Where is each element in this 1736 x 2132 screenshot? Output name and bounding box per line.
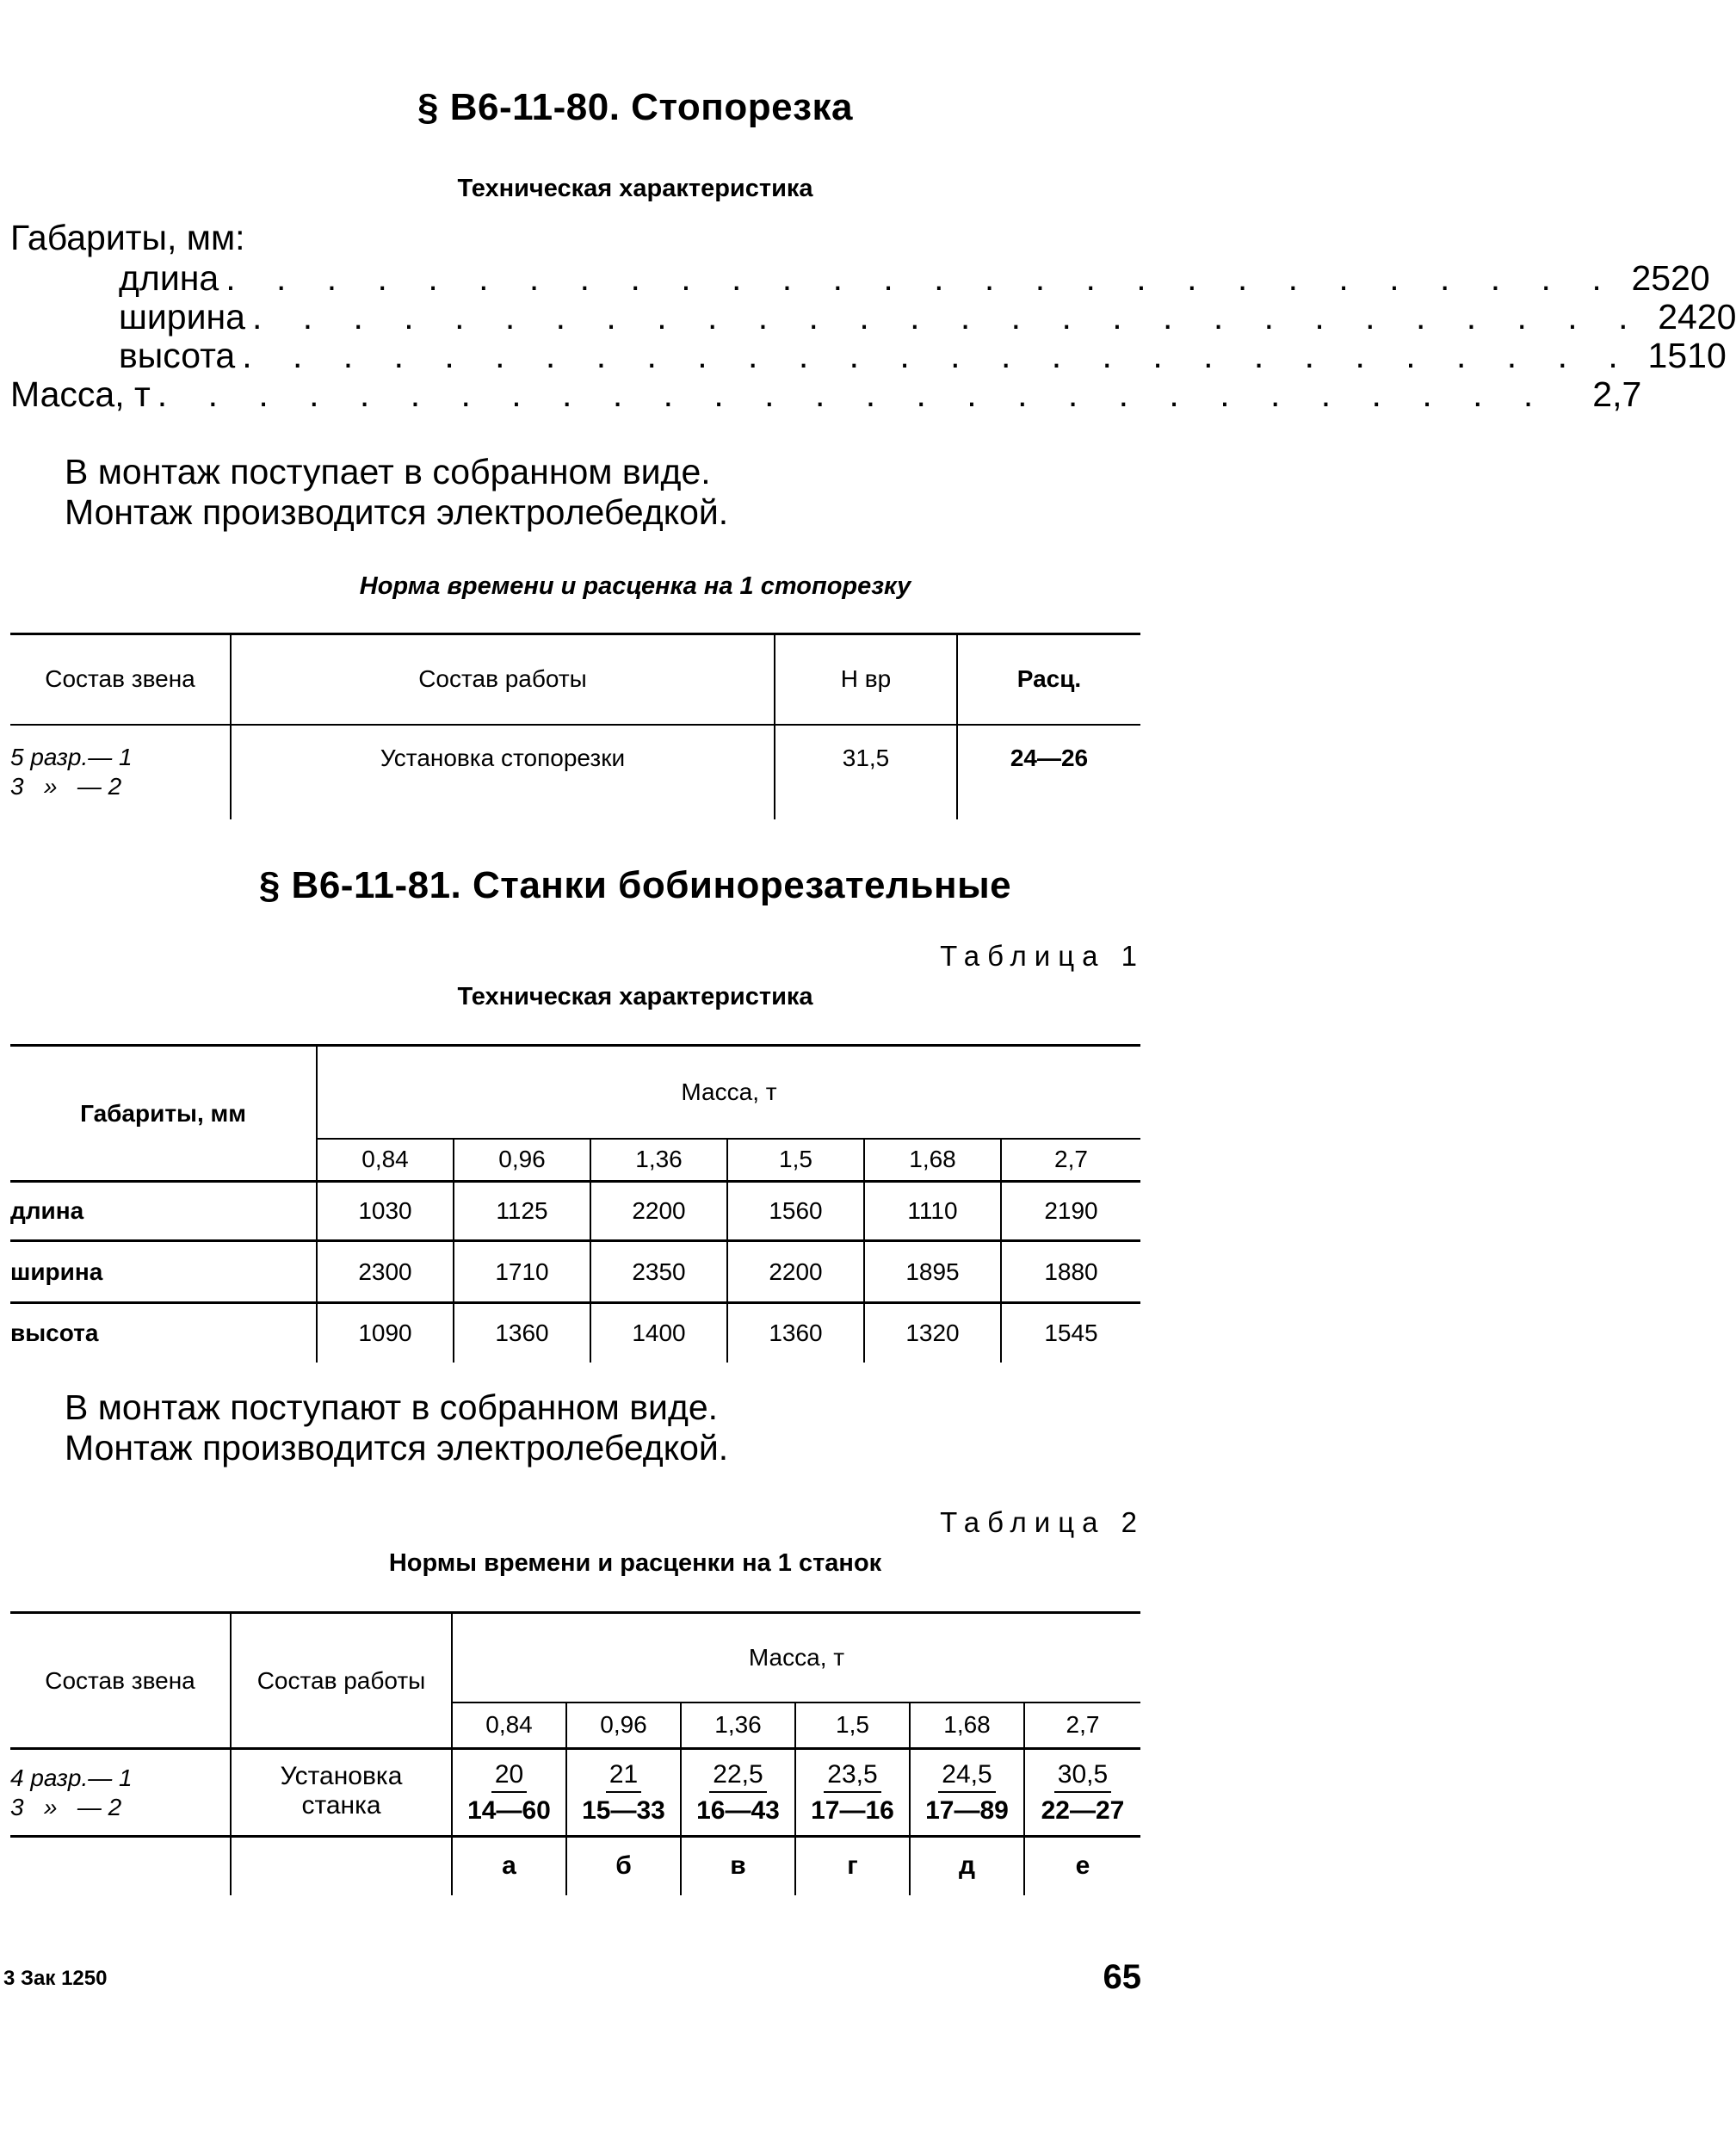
- leader-dots: . . . . . . . . . . . . . . . . . . . . . . . . . . . .: [157, 374, 1549, 414]
- section1-note-1: В монтаж поступает в собранном виде.: [65, 452, 711, 491]
- mass-cell: 0,96: [566, 1703, 681, 1749]
- header-dims: Габариты, мм: [10, 1046, 317, 1182]
- leader-dots: . . . . . . . . . . . . . . . . . . . . . . . . . . . .: [225, 258, 1617, 298]
- rate-value: 16—43: [696, 1795, 780, 1825]
- mass-cell: 1,68: [910, 1703, 1024, 1749]
- mass-cell: 1,5: [795, 1703, 910, 1749]
- spec-value: 2520: [1631, 258, 1710, 298]
- mass-cell: 2,7: [1066, 1711, 1100, 1739]
- rate-value: 17—89: [925, 1795, 1009, 1825]
- table-cell: 1030: [317, 1182, 454, 1241]
- table-cell: 2200: [590, 1182, 727, 1241]
- table-cell: 1710: [454, 1241, 590, 1303]
- row-label: ширина: [10, 1241, 317, 1303]
- table-cell: 1895: [864, 1241, 1001, 1303]
- dims-label: Габариты, мм:: [10, 218, 245, 257]
- header-work: Состав работы: [231, 634, 775, 725]
- spec-row-height: [119, 336, 1727, 375]
- row-label: высота: [10, 1303, 317, 1363]
- table-cell: 1545: [1044, 1319, 1098, 1346]
- section2-note-2: Монтаж производится электролебедкой.: [65, 1428, 729, 1468]
- work-line: Установка: [280, 1762, 403, 1790]
- header-mass: Масса, т: [317, 1046, 1140, 1139]
- section2-note-1: В монтаж поступают в собранном виде.: [65, 1387, 719, 1427]
- mass-label: Масса, т: [10, 374, 151, 414]
- rate-value: 15—33: [582, 1795, 665, 1825]
- table-cell: 1110: [864, 1182, 1001, 1241]
- empty-cell: [231, 1837, 452, 1895]
- section1-tech-heading: Техническая характеристика: [457, 175, 813, 202]
- crew-cell: [10, 1749, 231, 1837]
- leader-dots: . . . . . . . . . . . . . . . . . . . . . . . . . . . .: [242, 336, 1634, 375]
- section2-norm-heading: Нормы времени и расценки на 1 станок: [388, 1549, 882, 1577]
- section1-title: § В6-11-80. Стопорезка: [417, 86, 853, 128]
- header-mass: Масса, т: [452, 1613, 1140, 1703]
- norm-cell: [566, 1749, 681, 1837]
- mass-cell: 1,68: [864, 1139, 1001, 1182]
- table-cell: 2200: [727, 1241, 864, 1303]
- empty-cell: [10, 1837, 231, 1895]
- section1-note-2: Монтаж производится электролебедкой.: [65, 492, 729, 532]
- tech-table: [10, 1044, 1140, 1363]
- spec-value: 1510: [1647, 336, 1727, 375]
- crew-line: 5 разр.— 1: [10, 743, 133, 770]
- table-header-row: [10, 1613, 1140, 1703]
- section2-tech-heading: Техническая характеристика: [457, 983, 813, 1010]
- table-row: [10, 1303, 1140, 1363]
- column-letter: г: [795, 1837, 910, 1895]
- table-cell: 2300: [317, 1241, 454, 1303]
- section1-norm-heading: Норма времени и расценка на 1 стопорезку: [359, 572, 911, 600]
- mass-cell: 1,36: [590, 1139, 727, 1182]
- mass-cell: 1,36: [681, 1703, 795, 1749]
- table-cell: 2190: [1044, 1197, 1098, 1224]
- page-number: 65: [1103, 1958, 1141, 1996]
- header-crew: Состав звена: [10, 634, 231, 725]
- rate-value: 22—27: [1041, 1795, 1125, 1825]
- table-row: [10, 1182, 1140, 1241]
- section2-title: § В6-11-81. Станки бобинорезательные: [258, 864, 1012, 906]
- header-crew: Состав звена: [10, 1613, 231, 1749]
- table-cell: 1320: [864, 1303, 1001, 1363]
- rate-value: 17—16: [811, 1795, 894, 1825]
- spec-label: длина: [119, 258, 219, 298]
- norm-table-machine: [10, 1611, 1140, 1895]
- work-cell: [231, 1749, 452, 1837]
- table-row: [10, 1241, 1140, 1303]
- crew-line: 4 разр.— 1: [10, 1764, 133, 1791]
- norm-value: 21: [606, 1760, 641, 1793]
- row-label: длина: [10, 1182, 317, 1241]
- table-row: [10, 725, 1140, 819]
- norm-cell: [910, 1749, 1024, 1837]
- spec-row-width: [119, 297, 1736, 337]
- norm-value: 30,5: [1054, 1760, 1111, 1793]
- norm-cell: [452, 1749, 566, 1837]
- norm-cell: [1024, 1749, 1140, 1837]
- norm-value: 22,5: [709, 1760, 766, 1793]
- mass-cell: 0,84: [452, 1703, 566, 1749]
- norm-value: 23,5: [824, 1760, 880, 1793]
- spec-label: высота: [119, 336, 236, 375]
- mass-cell: 1,5: [727, 1139, 864, 1182]
- footer-order: 3 Зак 1250: [3, 1967, 108, 1990]
- norm-cell: [795, 1749, 910, 1837]
- mass-cell: 0,84: [317, 1139, 454, 1182]
- spec-row-mass: [10, 374, 1642, 414]
- crew-line: 3 » — 2: [10, 772, 122, 800]
- table-cell: 1090: [317, 1303, 454, 1363]
- table-cell: 2350: [590, 1241, 727, 1303]
- crew-line: 3 » — 2: [10, 1794, 122, 1820]
- crew-cell: [10, 725, 231, 819]
- table-cell: 1880: [1044, 1258, 1098, 1285]
- column-letter: б: [566, 1837, 681, 1895]
- nvr-cell: 31,5: [775, 725, 957, 819]
- mass-cell: 2,7: [1054, 1146, 1088, 1173]
- work-cell: Установка стопорезки: [231, 725, 775, 819]
- norm-value: 20: [491, 1760, 527, 1793]
- mass-cell: 0,96: [454, 1139, 590, 1182]
- leader-dots: . . . . . . . . . . . . . . . . . . . . . . . . . . . .: [251, 297, 1644, 337]
- table-row: [10, 1749, 1140, 1837]
- norm-cell: [681, 1749, 795, 1837]
- column-letter: д: [910, 1837, 1024, 1895]
- spec-label: ширина: [119, 297, 245, 337]
- table1-label: Таблица 1: [940, 940, 1145, 972]
- table2-label: Таблица 2: [940, 1506, 1145, 1538]
- spec-row-length: [119, 258, 1710, 298]
- column-letter: в: [681, 1837, 795, 1895]
- table-cell: 1400: [590, 1303, 727, 1363]
- rate-cell: 24—26: [1010, 744, 1089, 771]
- header-nvr: Н вр: [775, 634, 957, 725]
- mass-value: 2,7: [1592, 374, 1642, 414]
- norm-table-stopper: [10, 633, 1140, 819]
- table-header-row: [10, 1046, 1140, 1139]
- work-line: станка: [301, 1791, 381, 1820]
- table-cell: 1560: [727, 1182, 864, 1241]
- spec-value: 2420: [1658, 297, 1736, 337]
- rate-value: 14—60: [467, 1795, 551, 1825]
- table-cell: 1360: [454, 1303, 590, 1363]
- header-work: Состав работы: [231, 1613, 452, 1749]
- column-letter: а: [452, 1837, 566, 1895]
- column-letter: е: [1075, 1851, 1090, 1881]
- letters-row: [10, 1837, 1140, 1895]
- table-cell: 1360: [727, 1303, 864, 1363]
- table-header-row: [10, 634, 1140, 725]
- norm-value: 24,5: [938, 1760, 995, 1793]
- header-rate: Расц.: [1016, 665, 1082, 693]
- table-cell: 1125: [454, 1182, 590, 1241]
